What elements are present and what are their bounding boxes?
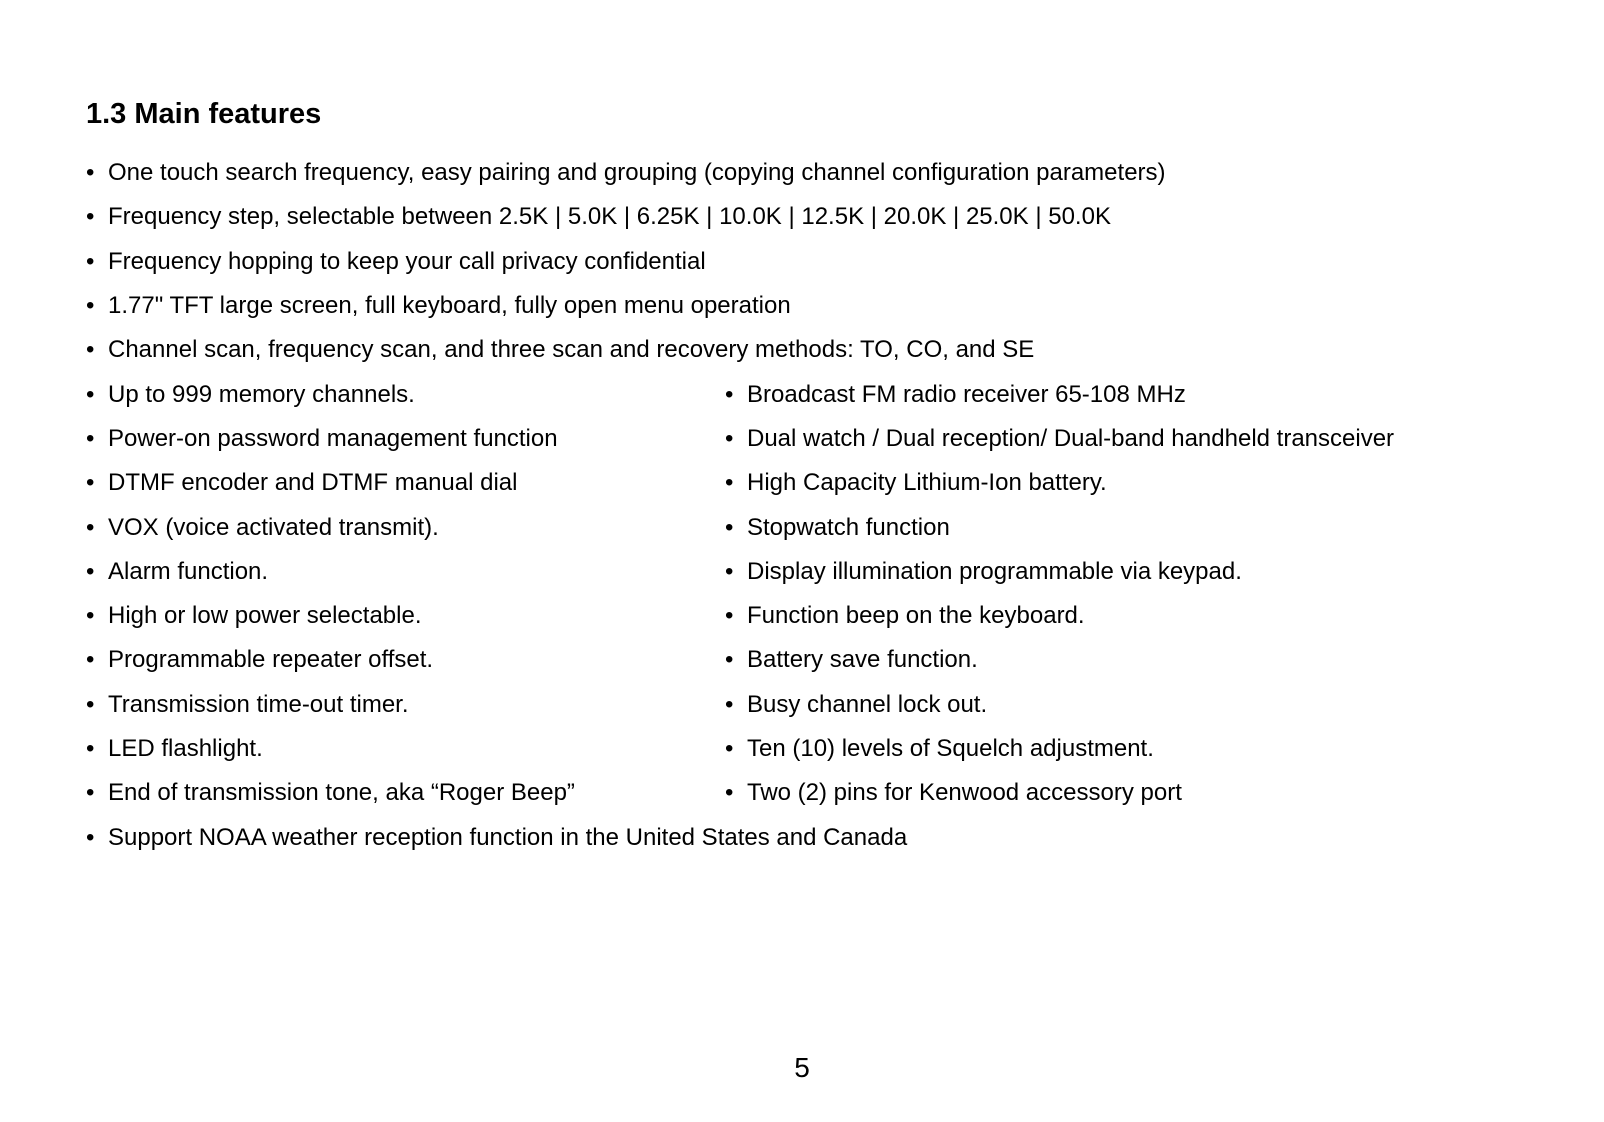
bullet-icon: • [86,469,95,496]
bullet-icon: • [86,646,95,673]
feature-text: Frequency step, selectable between 2.5K | 5.0K | 6.25K | 10.0K | 12.5K | 20.0K | 25.0K | 50.0K [108,203,1111,230]
feature-item-left [86,424,558,454]
bullet-icon: • [725,602,734,629]
bullet-icon: • [725,691,734,718]
feature-item-right [725,734,1154,764]
feature-item-full [86,202,1111,232]
bullet-icon: • [86,779,95,806]
section-heading: 1.3 Main features [86,98,322,130]
feature-text: DTMF encoder and DTMF manual dial [108,469,518,496]
feature-item-full [86,158,1166,188]
feature-item-full [86,291,791,321]
feature-text: High Capacity Lithium-Ion battery. [747,469,1107,496]
feature-item-left [86,690,409,720]
feature-text: Programmable repeater offset. [108,646,434,673]
feature-item-full [86,335,1034,365]
bullet-icon: • [86,336,95,363]
feature-item-right [725,468,1107,498]
bullet-icon: • [725,381,734,408]
feature-text: 1.77" TFT large screen, full keyboard, fully open menu operation [108,292,791,319]
feature-item-left [86,778,575,808]
page-number: 5 [794,1052,810,1083]
bullet-icon: • [86,824,95,851]
feature-text: Up to 999 memory channels. [108,381,415,408]
feature-text: Power-on password management function [108,425,558,452]
bullet-icon: • [86,691,95,718]
feature-item-left [86,557,268,587]
bullet-icon: • [725,558,734,585]
bullet-icon: • [725,779,734,806]
feature-text: Transmission time-out timer. [108,691,409,718]
bullet-icon: • [86,203,95,230]
bullet-icon: • [86,602,95,629]
feature-text: Stopwatch function [747,514,950,541]
bullet-icon: • [86,425,95,452]
feature-item-right [725,513,950,543]
feature-text: Display illumination programmable via keypad. [747,558,1242,585]
bullet-icon: • [725,735,734,762]
feature-item-left [86,601,422,631]
bullet-icon: • [86,514,95,541]
feature-item-right [725,690,987,720]
feature-item-right [725,557,1242,587]
feature-text: Battery save function. [747,646,978,673]
bullet-icon: • [86,292,95,319]
bullet-icon: • [86,558,95,585]
feature-item-right [725,424,1394,454]
feature-text: Channel scan, frequency scan, and three scan and recovery methods: TO, CO, and SE [108,336,1035,363]
feature-text: Function beep on the keyboard. [747,602,1085,629]
bullet-icon: • [725,514,734,541]
feature-item-left [86,734,263,764]
feature-text: Alarm function. [108,558,269,585]
feature-text: Two (2) pins for Kenwood accessory port [747,779,1182,806]
feature-text: Support NOAA weather reception function in the United States and Canada [108,824,908,851]
feature-text: VOX (voice activated transmit). [108,514,439,541]
feature-item-right [725,380,1186,410]
feature-item-full [86,247,706,277]
feature-item-right [725,778,1182,808]
bullet-icon: • [86,248,95,275]
feature-text: High or low power selectable. [108,602,422,629]
feature-item-right [725,645,978,675]
bullet-icon: • [725,646,734,673]
bullet-icon: • [86,159,95,186]
bullet-icon: • [725,469,734,496]
feature-item-left [86,513,439,543]
bullet-icon: • [86,735,95,762]
bullet-icon: • [725,425,734,452]
feature-text: Busy channel lock out. [747,691,988,718]
feature-text: Dual watch / Dual reception/ Dual-band handheld transceiver [747,425,1395,452]
feature-text: LED flashlight. [108,735,263,762]
feature-text: Frequency hopping to keep your call privacy confidential [108,248,706,275]
feature-item-left [86,468,517,498]
feature-item-left [86,645,433,675]
feature-text: Ten (10) levels of Squelch adjustment. [747,735,1154,762]
bullet-icon: • [86,381,95,408]
feature-text: End of transmission tone, aka “Roger Beep” [108,779,575,806]
feature-item-right [725,601,1085,631]
feature-item-full [86,823,907,853]
feature-text: Broadcast FM radio receiver 65-108 MHz [747,381,1186,408]
feature-item-left [86,380,415,410]
feature-text: One touch search frequency, easy pairing and grouping (copying channel configuration parameters) [108,159,1166,186]
